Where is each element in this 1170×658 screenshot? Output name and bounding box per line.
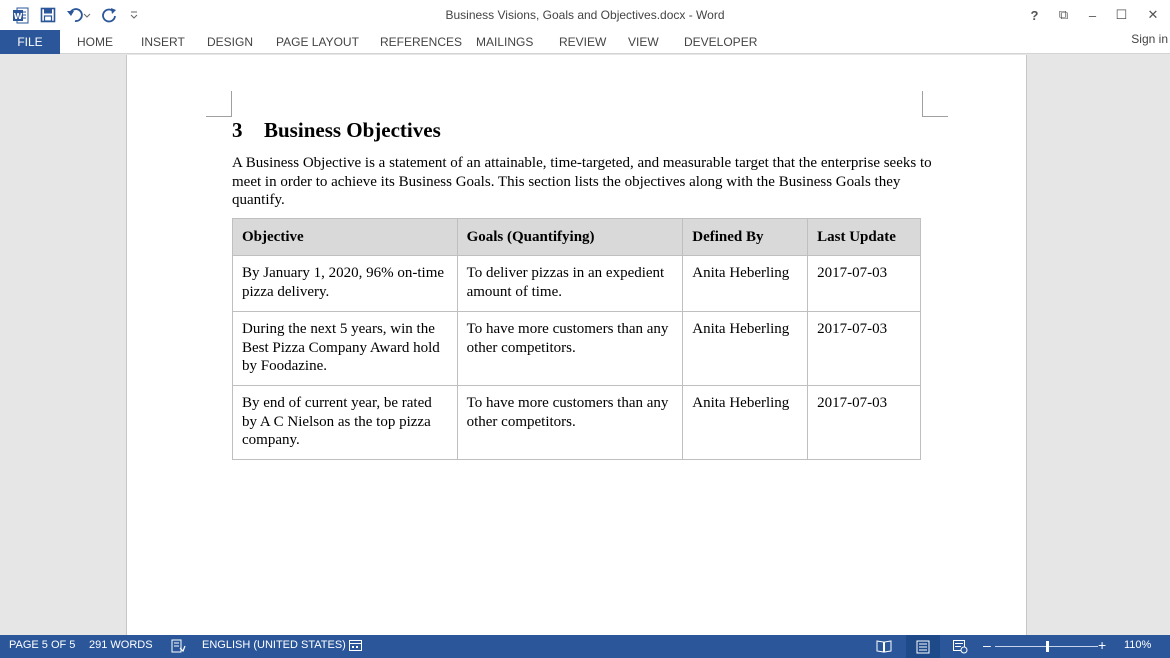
crop-mark-right	[922, 91, 948, 117]
document-title: Business Visions, Goals and Objectives.docx - Word	[445, 8, 725, 22]
table-header-cell[interactable]: Last Update	[808, 219, 921, 256]
table-header-row	[233, 219, 921, 256]
table-cell[interactable]: To have more customers than any other competitors.	[457, 386, 683, 460]
web-layout-icon[interactable]	[952, 638, 968, 657]
tab-review[interactable]: REVIEW	[559, 35, 607, 49]
table-cell[interactable]: By end of current year, be rated by A C Nielson as the top pizza company.	[233, 386, 458, 460]
zoom-level[interactable]: 110%	[1124, 639, 1152, 651]
zoom-slider-thumb[interactable]	[1046, 641, 1049, 652]
table-cell[interactable]: Anita Heberling	[683, 386, 808, 460]
heading-number: 3	[232, 118, 243, 142]
table-cell[interactable]: By January 1, 2020, 96% on-time pizza delivery.	[233, 256, 458, 312]
table-row	[233, 256, 921, 312]
tab-view[interactable]: VIEW	[628, 35, 659, 49]
title-bar	[0, 0, 1170, 30]
ribbon-display-options-button[interactable]: ⧉	[1058, 7, 1069, 22]
read-mode-icon[interactable]	[876, 638, 892, 657]
close-button[interactable]: ✕	[1147, 7, 1159, 22]
table-header-cell[interactable]: Defined By	[683, 219, 808, 256]
page-count[interactable]: PAGE 5 OF 5	[9, 639, 76, 651]
heading-text: Business Objectives	[264, 118, 441, 142]
svg-text:W: W	[13, 11, 22, 21]
table-cell[interactable]: Anita Heberling	[683, 312, 808, 386]
print-layout-icon[interactable]	[906, 635, 940, 658]
tab-design[interactable]: DESIGN	[207, 35, 254, 49]
proofing-icon[interactable]	[170, 638, 186, 657]
section-heading[interactable]	[232, 118, 441, 143]
intro-paragraph[interactable]: A Business Objective is a statement of an attainable, time-targeted, and measurable target that the enterprise seeks to meet in order to achieve its Business Goals. This section lists the objectives along with the Business Goals they quantify.	[232, 155, 932, 208]
tab-file[interactable]: FILE	[0, 30, 60, 54]
tab-insert[interactable]: INSERT	[141, 35, 185, 49]
window-controls	[1020, 0, 1170, 30]
document-page[interactable]	[126, 55, 1027, 635]
crop-mark-left	[206, 91, 232, 117]
table-header-cell[interactable]: Objective	[233, 219, 458, 256]
word-count[interactable]: 291 WORDS	[89, 639, 153, 651]
zoom-slider[interactable]	[995, 646, 1098, 647]
table-header-cell[interactable]: Goals (Quantifying)	[457, 219, 683, 256]
maximize-button[interactable]: ☐	[1115, 7, 1128, 22]
status-bar	[0, 635, 1170, 658]
help-button[interactable]: ?	[1030, 7, 1039, 23]
table-row	[233, 386, 921, 460]
tab-page-layout[interactable]: PAGE LAYOUT	[276, 35, 359, 49]
zoom-in-button[interactable]: +	[1098, 637, 1107, 653]
ribbon-tabs	[0, 30, 1170, 54]
tab-home[interactable]: HOME	[77, 35, 113, 49]
zoom-out-button[interactable]: –	[983, 637, 991, 653]
sign-in-link[interactable]: Sign in	[1131, 32, 1168, 46]
table-row	[233, 312, 921, 386]
tab-references[interactable]: REFERENCES	[380, 35, 463, 49]
tab-developer[interactable]: DEVELOPER	[684, 35, 758, 49]
minimize-button[interactable]: –	[1088, 7, 1097, 23]
document-area[interactable]	[0, 55, 1170, 635]
table-cell[interactable]: To deliver pizzas in an expedient amount of time.	[457, 256, 683, 312]
table-cell[interactable]: 2017-07-03	[808, 256, 921, 312]
table-cell[interactable]: Anita Heberling	[683, 256, 808, 312]
table-cell[interactable]: To have more customers than any other competitors.	[457, 312, 683, 386]
language-indicator[interactable]: ENGLISH (UNITED STATES)	[202, 639, 346, 651]
tab-mailings[interactable]: MAILINGS	[476, 35, 534, 49]
table-cell[interactable]: 2017-07-03	[808, 312, 921, 386]
macro-recording-icon[interactable]	[348, 638, 363, 656]
table-cell[interactable]: 2017-07-03	[808, 386, 921, 460]
objectives-table[interactable]	[232, 218, 921, 460]
table-cell[interactable]: During the next 5 years, win the Best Pizza Company Award hold by Foodazine.	[233, 312, 458, 386]
